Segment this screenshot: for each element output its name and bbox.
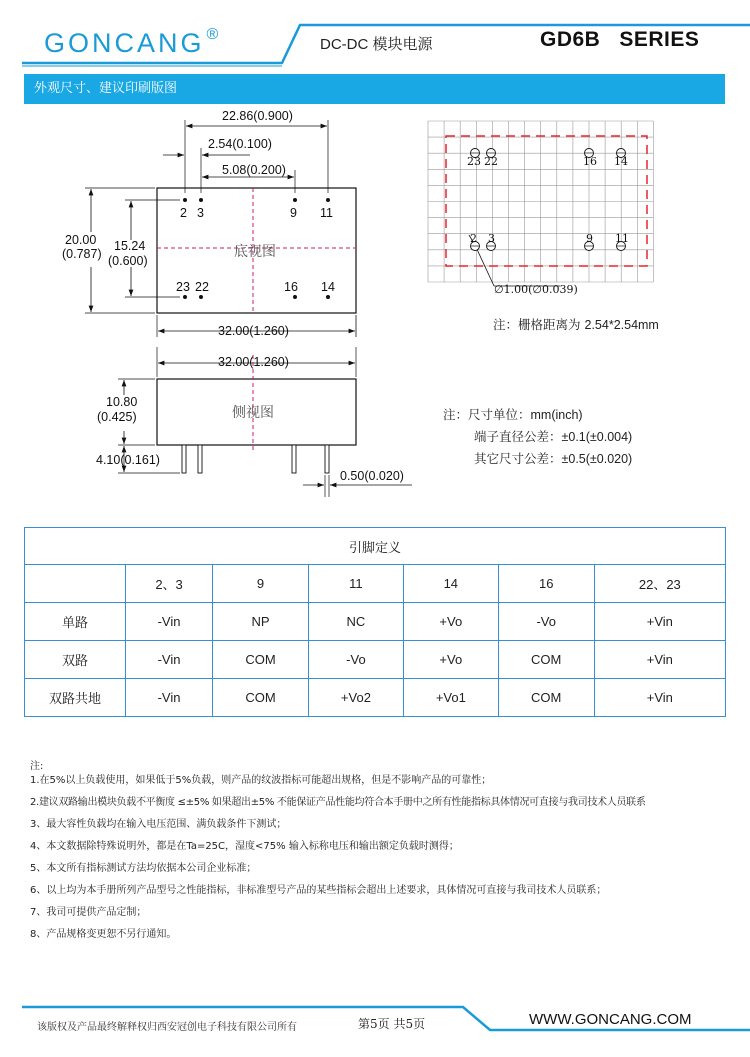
table-header-row [25,565,726,603]
dim-row-spacing-inch: (0.600) [108,254,148,268]
pcb-pin-label: 22 [484,155,498,168]
pin-label: 22 [195,280,209,294]
table-cell: -Vin [126,679,213,717]
dim-offset: 5.08(0.200) [222,163,286,177]
table-cell: COM [213,641,309,679]
table-cell: +Vin [594,641,725,679]
dim-total-width: 22.86(0.900) [222,109,293,123]
table-row [25,679,726,717]
grid-note: 注：栅格距离为 2.54*2.54mm [493,317,659,332]
note-item: 1.在5%以上负载使用，如果低于5%负载，则产品的纹波指标可能超出规格，但是不影响产品的可靠性； [30,775,492,786]
note-item: 3、最大容性负载均在输入电压范围、满负载条件下测试； [30,819,287,830]
table-header-cell: 16 [498,565,594,603]
table-header-cell: 11 [308,565,403,603]
pcb-pin-label: 16 [583,155,597,168]
table-header-cell: 9 [213,565,309,603]
hole-diameter-label: ∅1.00(∅0.039) [494,283,578,296]
side-view-label: 侧视图 [232,405,274,421]
pcb-pin-label: 9 [586,232,593,245]
pin-label: 14 [321,280,335,294]
pcb-pin-label: 14 [614,155,628,168]
table-cell: +Vo2 [308,679,403,717]
dim-pin-length: 4.10(0.161) [96,453,160,467]
table-cell: 双路 [25,641,126,679]
pin-label: 2 [180,206,187,220]
note-item: 4、本文数据除特殊说明外，都是在Ta=25C，湿度<75% 输入标称电压和输出额定负载时测得； [30,841,459,852]
dim-side-height: 10.80 [106,395,138,409]
website-link[interactable]: WWW.GONCANG.COM [529,1011,692,1028]
table-cell: -Vin [126,603,213,641]
table-cell: NP [213,603,309,641]
table-row [25,641,726,679]
pin-tolerance-note: 端子直径公差：±0.1(±0.004) [474,429,633,444]
table-cell: +Vo [403,641,498,679]
table-cell: +Vo1 [403,679,498,717]
company-logo: GONCANG ® [44,26,222,58]
pin-label: 3 [197,206,204,220]
pcb-layout-grid [420,115,670,305]
pcb-pin-label: 23 [467,155,481,168]
pin-label: 23 [176,280,190,294]
pin-label: 9 [290,206,297,220]
note-item: 8、产品规格变更恕不另行通知。 [30,929,177,940]
page-number: 第5页 共5页 [358,1017,426,1031]
table-cell: 双路共地 [25,679,126,717]
dim-length: 32.00(1.260) [218,324,289,338]
section-title-bar: 外观尺寸、建议印刷版图 [24,74,725,104]
dim-side-height-inch: (0.425) [97,410,137,424]
dim-pin-diameter: 0.50(0.020) [340,469,404,483]
series-title: GD6B SERIES [540,28,700,51]
dim-pin-pitch: 2.54(0.100) [208,137,272,151]
table-cell: NC [308,603,403,641]
pcb-pin-label: 3 [488,232,495,245]
table-cell: COM [498,641,594,679]
note-item: 7、我司可提供产品定制； [30,907,147,918]
table-cell: -Vin [126,641,213,679]
table-cell: COM [498,679,594,717]
dim-height: 20.00 [65,233,97,247]
notes-title: 注: [30,761,44,772]
table-cell: +Vin [594,679,725,717]
table-row [25,603,726,641]
other-tolerance-note: 其它尺寸公差：±0.5(±0.020) [474,451,633,466]
note-item: 6、以上均为本手册所列产品型号之性能指标，非标准型号产品的某些指标会超出上述要求，具体情况可直接与我司技术人员联系； [30,885,607,896]
table-cell: -Vo [308,641,403,679]
pin-label: 11 [320,206,333,220]
mechanical-drawing [0,105,420,515]
copyright-text: 该版权及产品最终解释权归西安冠创电子科技有限公司所有 [37,1022,297,1033]
table-header-cell: 14 [403,565,498,603]
table-cell: +Vin [594,603,725,641]
table-cell: +Vo [403,603,498,641]
pin-label: 16 [284,280,298,294]
dim-row-spacing: 15.24 [114,239,146,253]
pcb-pin-label: 11 [615,232,629,245]
table-header-cell: 22、23 [594,565,725,603]
dim-height-inch: (0.787) [62,247,102,261]
bottom-view-label: 底视图 [234,244,276,260]
table-cell: -Vo [498,603,594,641]
units-note: 注：尺寸单位：mm(inch) [443,407,583,422]
pin-definition-table [24,527,726,717]
dim-side-length: 32.00(1.260) [218,355,289,369]
product-subtitle: DC-DC 模块电源 [320,36,433,53]
table-cell: COM [213,679,309,717]
table-cell: 单路 [25,603,126,641]
note-item: 2.建议双路输出模块负载不平衡度 ≤±5% 如果超出±5% 不能保证产品性能均符合本手册中之所有性能指标具体情况可直接与我司技术人员联系 [30,797,646,808]
note-item: 5、本文所有指标测试方法均依据本公司企业标准； [30,863,257,874]
table-header-cell: 2、3 [126,565,213,603]
table-caption: 引脚定义 [25,528,726,565]
table-header-cell [25,565,126,603]
pcb-pin-label: 2 [470,232,477,245]
